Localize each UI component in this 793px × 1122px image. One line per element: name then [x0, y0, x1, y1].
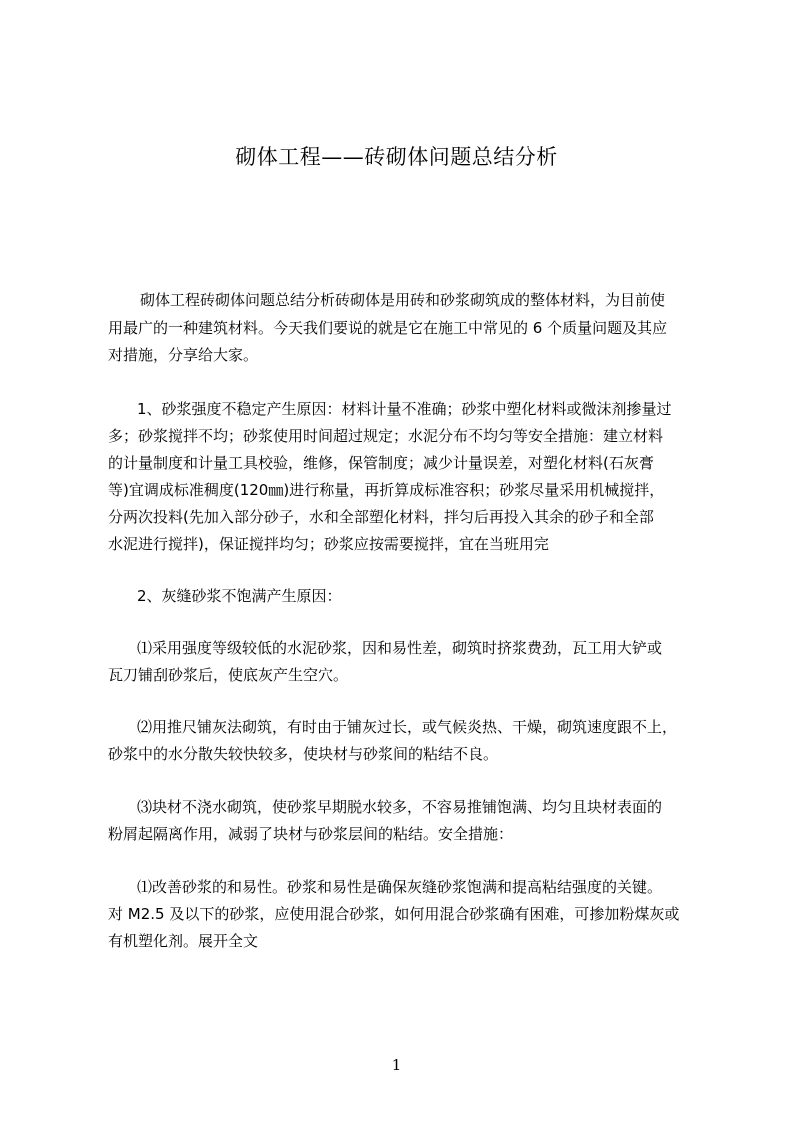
text-line: 水泥进行搅拌)，保证搅拌均匀；砂浆应按需要搅拌，宜在当班用完 — [108, 535, 549, 553]
text-line: 粉屑起隔离作用，减弱了块材与砂浆层间的粘结。安全措施： — [108, 825, 514, 843]
text-line: 砌体工程砖砌体问题总结分析砖砌体是用砖和砂浆砌筑成的整体材料，为目前使 — [140, 291, 666, 309]
text-line: 的计量制度和计量工具校验，维修，保管制度；减少计量误差，对塑化材料(石灰膏 — [108, 454, 654, 472]
text-line: 多；砂浆搅拌不均；砂浆使用时间超过规定；水泥分布不均匀等安全措施：建立材料 — [108, 427, 664, 445]
document-title: 砌体工程——砖砌体问题总结分析 — [235, 145, 558, 169]
text-line: 瓦刀铺刮砂浆后，使底灰产生空穴。 — [108, 666, 349, 684]
page-number: 1 — [391, 1056, 402, 1074]
text-line: 对 M2.5 及以下的砂浆，应使用混合砂浆，如何用混合砂浆确有困难，可掺加粉煤灰或 — [108, 905, 680, 923]
text-line: ⑶块材不浇水砌筑，使砂浆早期脱水较多，不容易推铺饱满、均匀且块材表面的 — [137, 798, 663, 816]
text-line: 1、砂浆强度不稳定产生原因：材料计量不准确；砂浆中塑化材料或微沫剂掺量过 — [137, 400, 672, 418]
text-line: 有机塑化剂。展开全文 — [108, 932, 259, 950]
text-line: 等)宜调成标准稠度(120㎜)进行称量，再折算成标准容积；砂浆尽量采用机械搅拌， — [108, 481, 665, 499]
text-line: 对措施，分享给大家。 — [108, 346, 259, 364]
text-line: ⑴采用强度等级较低的水泥砂浆，因和易性差，砌筑时挤浆费劲，瓦工用大铲或 — [137, 639, 663, 657]
text-line: 用最广的一种建筑材料。今天我们要说的就是它在施工中常见的 6 个质量问题及其应 — [108, 319, 668, 337]
text-line: 砂浆中的水分散失较快较多，使块材与砂浆间的粘结不良。 — [108, 745, 499, 763]
text-line: ⑵用推尺铺灰法砌筑，有时由于铺灰过长，或气候炎热、干燥，砌筑速度跟不上， — [137, 718, 678, 736]
text-line: 2、灰缝砂浆不饱满产生原因： — [137, 587, 342, 605]
text-line: ⑴改善砂浆的和易性。砂浆和易性是确保灰缝砂浆饱满和提高粘结强度的关键。 — [137, 878, 663, 896]
text-line: 分两次投料(先加入部分砂子，水和全部塑化材料，拌匀后再投入其余的砂子和全部 — [108, 508, 654, 526]
